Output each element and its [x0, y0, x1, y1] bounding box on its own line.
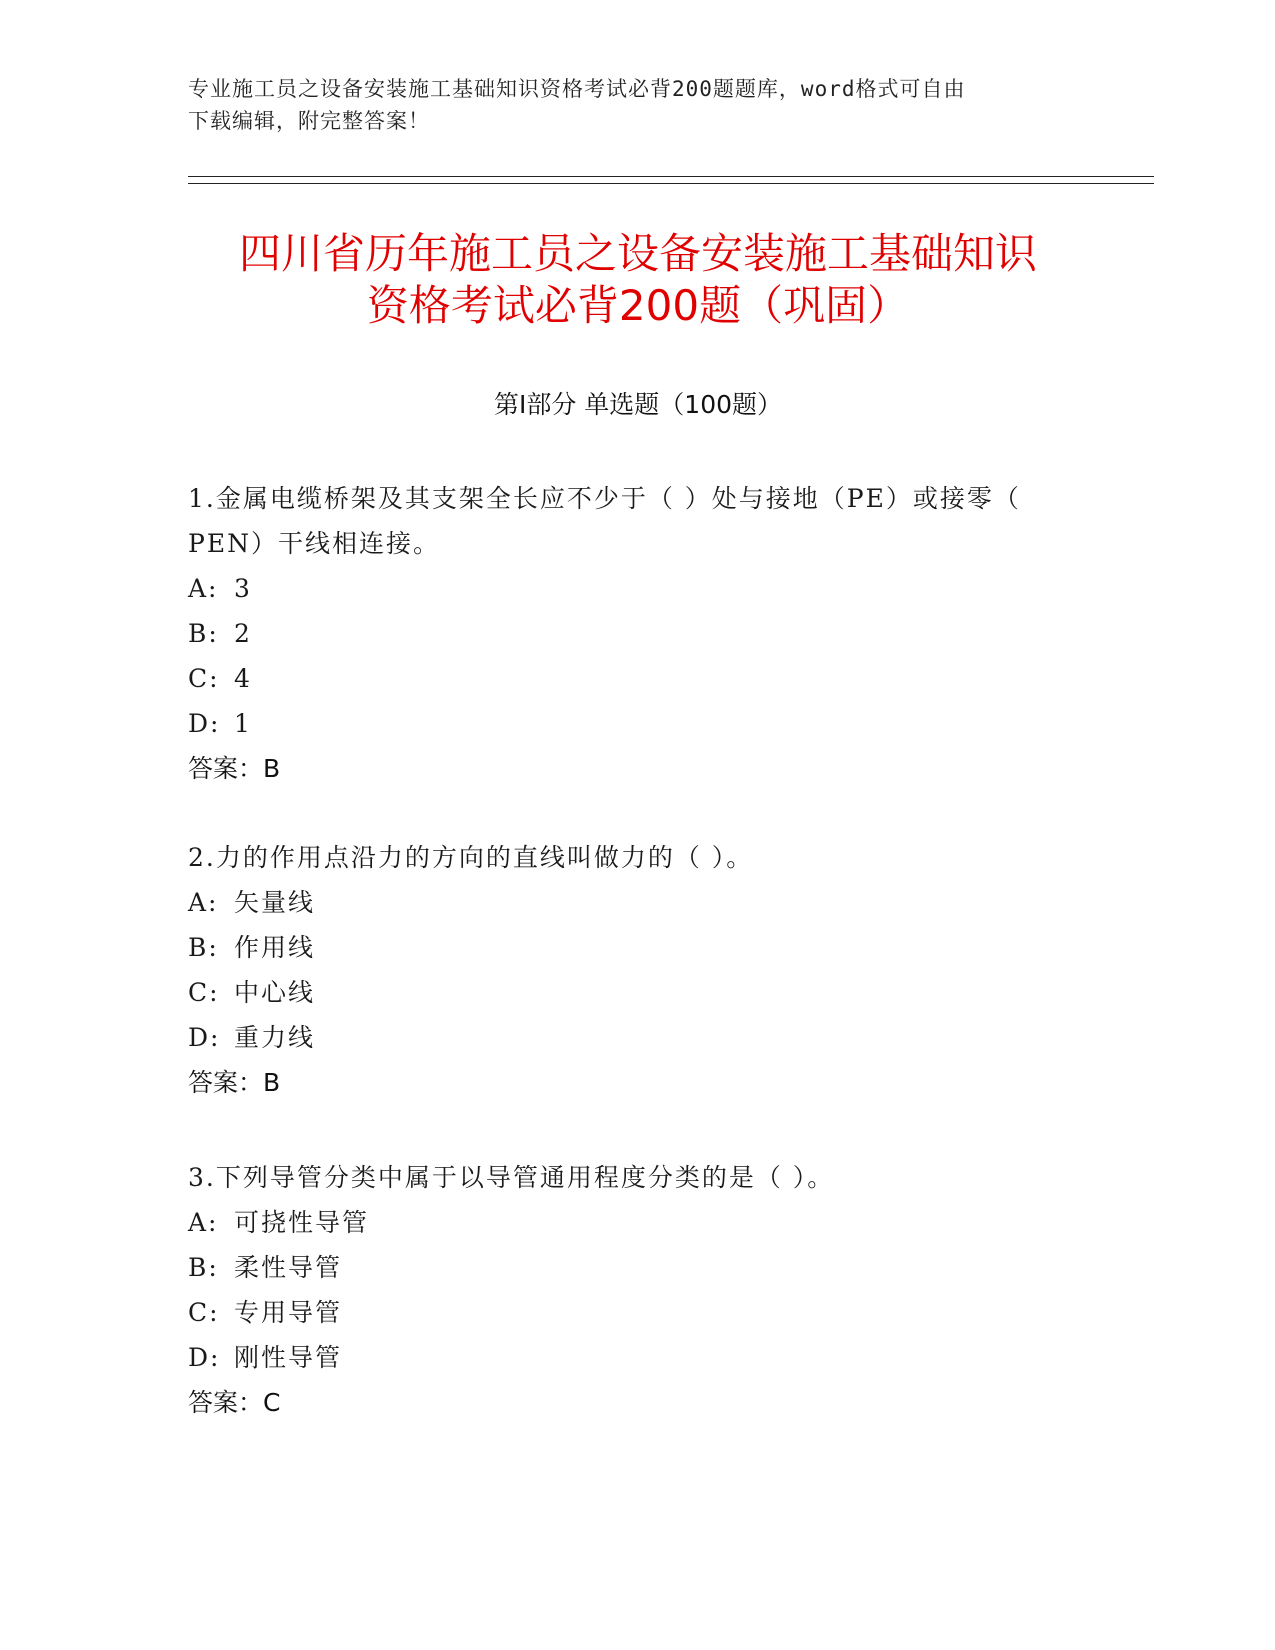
option-text: 重力线	[234, 1023, 316, 1052]
option-a	[188, 880, 1088, 925]
option-text: 柔性导管	[234, 1253, 343, 1282]
question-block	[188, 1155, 1088, 1425]
question-block	[188, 476, 1088, 791]
option-c	[188, 970, 1088, 1015]
document-title-line-1: 四川省历年施工员之设备安装施工基础知识	[238, 229, 1037, 278]
option-text: 作用线	[234, 933, 316, 962]
option-d	[188, 1015, 1088, 1060]
question-text-line-1: 1.金属电缆桥架及其支架全长应不少于（ ）处与接地（PE）或接零（	[188, 484, 1021, 513]
option-text: 4	[234, 664, 252, 693]
option-letter: C:	[188, 978, 220, 1007]
option-letter: B:	[188, 1253, 219, 1282]
answer-line: 答案：C	[188, 1388, 281, 1417]
answer-line: 答案：B	[188, 754, 281, 783]
option-text: 刚性导管	[234, 1343, 343, 1372]
header-note	[188, 73, 1088, 137]
option-c	[188, 656, 1088, 701]
header-note-line-1: 专业施工员之设备安装施工基础知识资格考试必背200题题库，word格式可自由	[188, 77, 966, 101]
option-b	[188, 611, 1088, 656]
document-title-line-2: 资格考试必背200题（巩固）	[366, 281, 910, 330]
option-text: 中心线	[234, 978, 316, 1007]
option-c	[188, 1290, 1088, 1335]
option-b	[188, 925, 1088, 970]
option-a	[188, 1200, 1088, 1245]
option-letter: B:	[188, 933, 219, 962]
option-letter: A:	[188, 1208, 219, 1237]
option-letter: C:	[188, 1298, 220, 1327]
option-letter: D:	[188, 709, 221, 738]
question-block	[188, 835, 1088, 1105]
document-title	[188, 228, 1088, 332]
option-letter: A:	[188, 888, 219, 917]
header-divider-bottom	[188, 183, 1154, 184]
option-letter: D:	[188, 1343, 221, 1372]
option-text: 矢量线	[234, 888, 316, 917]
header-divider-top	[188, 176, 1154, 177]
question-text-line-1: 2.力的作用点沿力的方向的直线叫做力的（ ）。	[188, 843, 754, 872]
section-heading: 第Ⅰ部分 单选题（100题）	[493, 390, 783, 419]
option-text: 可挠性导管	[234, 1208, 370, 1237]
option-text: 专用导管	[234, 1298, 343, 1327]
option-letter: B:	[188, 619, 219, 648]
option-text: 2	[234, 619, 252, 648]
option-letter: D:	[188, 1023, 221, 1052]
question-text-line-1: 3.下列导管分类中属于以导管通用程度分类的是（ ）。	[188, 1163, 835, 1192]
option-b	[188, 1245, 1088, 1290]
option-text: 3	[234, 574, 252, 603]
question-text-line-2: PEN）干线相连接。	[188, 529, 440, 558]
option-letter: A:	[188, 574, 219, 603]
option-text: 1	[234, 709, 252, 738]
option-letter: C:	[188, 664, 220, 693]
answer-line: 答案：B	[188, 1068, 281, 1097]
option-d	[188, 1335, 1088, 1380]
header-note-line-2: 下载编辑，附完整答案！	[188, 109, 430, 133]
option-d	[188, 701, 1088, 746]
option-a	[188, 566, 1088, 611]
